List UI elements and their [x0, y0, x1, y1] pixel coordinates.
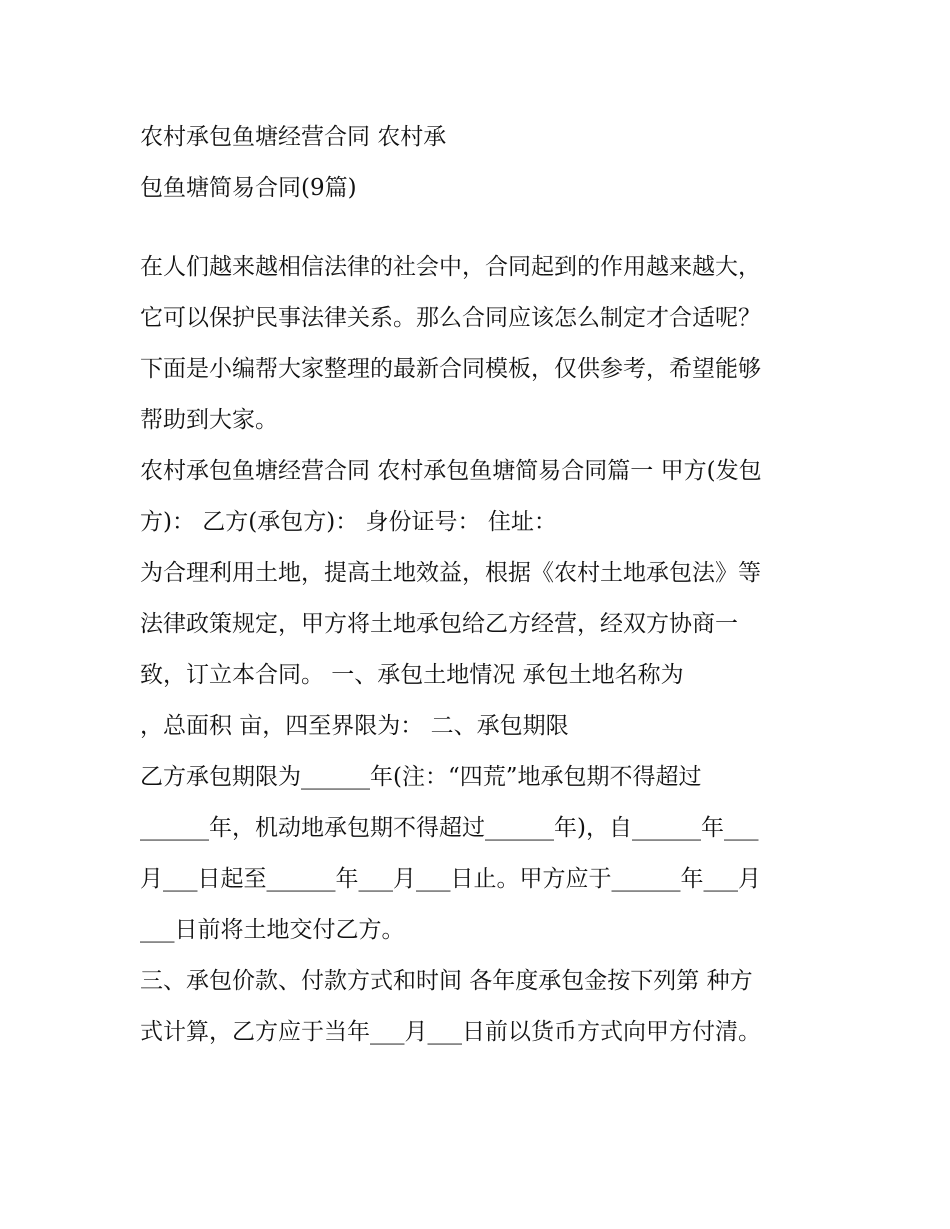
body-line: ______年，机动地承包期不得超过______年)，自______年___: [140, 815, 759, 841]
title-line: 农村承包鱼塘经营合同 农村承: [140, 124, 447, 150]
body-line: 为合理利用土地，提高土地效益，根据《农村土地承包法》等: [140, 560, 761, 586]
body-line: 乙方承包期限为______年(注：“四荒”地承包期不得超过: [140, 764, 702, 790]
body-line: 方)： 乙方(承包方)： 身份证号： 住址：: [140, 509, 557, 535]
body-line: 式计算，乙方应于当年___月___日前以货币方式向甲方付清。: [140, 1019, 761, 1045]
body-line: 它可以保护民事法律关系。那么合同应该怎么制定才合适呢？: [140, 305, 761, 331]
body-line: ___日前将土地交付乙方。: [140, 917, 405, 943]
body-line: 帮助到大家。: [140, 407, 278, 433]
document-title: [140, 112, 820, 214]
document-body: [140, 242, 820, 1058]
body-line: 在人们越来越相信法律的社会中，合同起到的作用越来越大，: [140, 254, 761, 280]
body-line: 致，订立本合同。 一、承包土地情况 承包土地名称为: [140, 662, 684, 688]
document-page: [140, 112, 820, 1058]
body-line: 三、承包价款、付款方式和时间 各年度承包金按下列第 种方: [140, 968, 753, 994]
body-line: ，总面积 亩，四至界限为： 二、承包期限: [140, 713, 569, 739]
body-line: 农村承包鱼塘经营合同 农村承包鱼塘简易合同篇一 甲方(发包: [140, 458, 762, 484]
title-line: 包鱼塘简易合同(9篇): [140, 175, 357, 201]
body-line: 下面是小编帮大家整理的最新合同模板，仅供参考，希望能够: [140, 356, 761, 382]
body-line: 法律政策规定，甲方将土地承包给乙方经营，经双方协商一: [140, 611, 738, 637]
body-line: 月___日起至______年___月___日止。甲方应于______年___月: [140, 866, 761, 892]
